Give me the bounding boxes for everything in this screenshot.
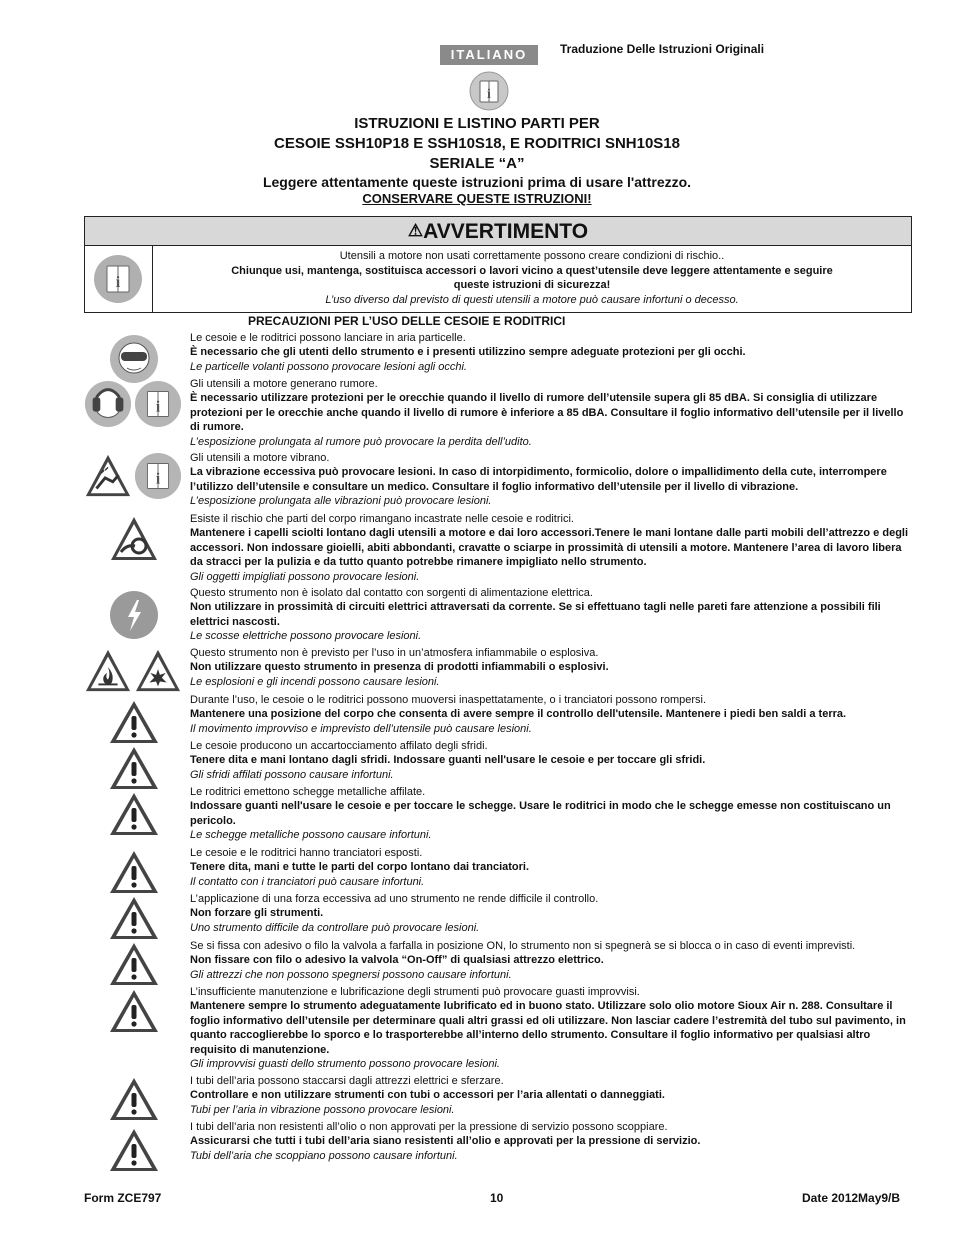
warning-icon-cell xyxy=(85,246,153,312)
precaution-consequence: Tubi per l’aria in vibrazione possono provocare lesioni. xyxy=(190,1103,455,1116)
precaution-intro: L’applicazione di una forza eccessiva ad uno strumento ne rende difficile il controllo. xyxy=(190,893,599,905)
precaution-instruction: Tenere dita e mani lontano dagli sfridi. Indossare guanti nell'usare le cesoie e per toccare gli sfridi. xyxy=(190,754,706,767)
precaution-consequence: Tubi dell’aria che scoppiano possono causare infortuni. xyxy=(190,1149,458,1162)
title-line-5: CONSERVARE QUESTE ISTRUZIONI! xyxy=(362,191,592,206)
warning-triangle-icon: ⚠ xyxy=(407,221,424,240)
footer-form-number: Form ZCE797 xyxy=(84,1191,162,1205)
precaution-item xyxy=(190,646,910,689)
precaution-item xyxy=(190,939,910,982)
precaution-consequence: Il contatto con i tranciatori può causare infortuni. xyxy=(190,875,425,888)
precaution-intro: Le cesoie e le roditrici possono lanciare in aria particelle. xyxy=(190,332,466,344)
electric-shock-icon xyxy=(109,590,159,640)
precaution-instruction: Indossare guanti nell'usare le cesoie e per toccare le schegge. Usare le roditrici in modo che le schegge emesse non costituiscano un pericolo. xyxy=(190,800,891,827)
general-warning-icon xyxy=(108,895,160,941)
explosion-hazard-icon xyxy=(134,648,182,694)
precaution-consequence: Le esplosioni e gli incendi possono causare lesioni. xyxy=(190,675,440,688)
footer-date: Date 2012May9/B xyxy=(802,1191,901,1205)
precaution-intro: Gli utensili a motore vibrano. xyxy=(190,452,330,464)
footer-page-number: 10 xyxy=(490,1191,504,1205)
title-line-1: ISTRUZIONI E LISTINO PARTI PER xyxy=(354,115,600,132)
title-line-4: Leggere attentamente queste istruzioni prima di usare l'attrezzo. xyxy=(262,174,692,190)
general-warning-icon xyxy=(108,849,160,895)
warning-heading-text: AVVERTIMENTO xyxy=(423,220,589,243)
general-warning-icon xyxy=(108,988,160,1034)
precaution-intro: Questo strumento non è isolato dal contatto con sorgenti di alimentazione elettrica. xyxy=(190,587,593,599)
general-warning-icon xyxy=(108,791,160,837)
section-title: PRECAUZIONI PER L’USO DELLE CESOIE E RODITRICI xyxy=(248,314,566,328)
precaution-item xyxy=(190,985,910,1071)
manual-book-icon xyxy=(134,380,182,428)
precaution-consequence: Gli oggetti impigliati possono provocare lesioni. xyxy=(190,570,420,583)
precaution-instruction: Non forzare gli strumenti. xyxy=(190,907,324,920)
precaution-consequence: Le particelle volanti possono provocare lesioni agli occhi. xyxy=(190,360,467,373)
precaution-consequence: L’esposizione prolungata al rumore può provocare la perdita dell’udito. xyxy=(190,435,532,448)
precaution-instruction: Non utilizzare questo strumento in presenza di prodotti infiammabili o esplosivi. xyxy=(190,661,609,674)
precaution-intro: Se si fissa con adesivo o filo la valvola a farfalla in posizione ON, lo strumento non si spegnerà se si blocca o in caso di eventi imprevisti. xyxy=(190,940,856,952)
eye-protection-icon xyxy=(109,334,159,384)
svg-text:i: i xyxy=(115,274,121,291)
precaution-intro: Durante l’uso, le cesoie o le roditrici possono muoversi inaspettatamente, o i tranciatori possono rompersi. xyxy=(190,694,707,706)
fire-hazard-icon xyxy=(84,648,132,694)
precaution-instruction: Controllare e non utilizzare strumenti con tubi o accessori per l’aria allentati o danneggiati. xyxy=(190,1089,665,1102)
precaution-instruction: Assicurarsi che tutti i tubi dell’aria siano resistenti all’olio e approvati per la pressione di servizio. xyxy=(190,1135,701,1148)
precaution-consequence: Gli sfridi affilati possono causare infortuni. xyxy=(190,768,394,781)
precaution-intro: Le cesoie e le roditrici hanno tranciatori esposti. xyxy=(190,847,423,859)
precaution-item xyxy=(190,785,910,843)
precaution-intro: I tubi dell’aria possono staccarsi dagli attrezzi elettrici e sferzare. xyxy=(190,1075,504,1087)
svg-text:i: i xyxy=(487,87,491,102)
precaution-instruction: La vibrazione eccessiva può provocare lesioni. In caso di intorpidimento, formicolio, dolore o impallidimento della cute, interrompere l’utilizzo dell’utensile e consultare un medico. Consultare il foglio informativo dell’utensile per il livello di vibrazione. xyxy=(190,466,887,493)
warning-line-1: Utensili a motore non usati correttamente possono creare condizioni di rischio.. xyxy=(339,250,725,262)
precaution-consequence: Gli attrezzi che non possono spegnersi possono causare infortuni. xyxy=(190,968,512,981)
warning-heading xyxy=(85,217,911,246)
general-warning-icon xyxy=(108,1127,160,1173)
general-warning-icon xyxy=(108,699,160,745)
precaution-intro: Le roditrici emettono schegge metalliche affilate. xyxy=(190,786,426,798)
precaution-item xyxy=(190,1074,910,1117)
warning-text xyxy=(153,249,911,307)
language-badge: ITALIANO xyxy=(440,45,538,65)
title-line-2: CESOIE SSH10P18 E SSH10S18, E RODITRICI SNH10S18 xyxy=(273,135,680,152)
general-warning-icon xyxy=(108,1076,160,1122)
precaution-intro: Gli utensili a motore generano rumore. xyxy=(190,378,378,390)
precaution-intro: Esiste il rischio che parti del corpo rimangano incastrate nelle cesoie e roditrici. xyxy=(190,513,574,525)
precaution-item xyxy=(190,377,910,449)
precaution-instruction: Non utilizzare in prossimità di circuiti elettrici attraversati da corrente. Se si effettuano tagli nelle pareti fare attenzione a possibili fili elettrici nascosti. xyxy=(190,601,881,628)
entanglement-hazard-icon xyxy=(109,514,159,564)
precaution-instruction: Tenere dita, mani e tutte le parti del corpo lontano dai tranciatori. xyxy=(190,861,530,874)
vibration-hazard-icon xyxy=(84,452,132,500)
precaution-item xyxy=(190,892,910,935)
precaution-item xyxy=(190,331,910,374)
precaution-consequence: Le schegge metalliche possono causare infortuni. xyxy=(190,829,432,842)
precaution-consequence: Uno strumento difficile da controllare può provocare lesioni. xyxy=(190,921,480,934)
svg-text:i: i xyxy=(155,470,161,488)
precaution-consequence: L’esposizione prolungata alle vibrazioni può provocare lesioni. xyxy=(190,495,492,508)
precaution-item xyxy=(190,693,910,736)
general-warning-icon xyxy=(108,745,160,791)
precaution-item xyxy=(190,1120,910,1163)
precaution-instruction: Non fissare con filo o adesivo la valvola “On-Off” di qualsiasi attrezzo elettrico. xyxy=(190,954,604,967)
precaution-item xyxy=(190,512,910,584)
translation-note: Traduzione Delle Istruzioni Originali xyxy=(560,42,765,56)
warning-line-3: L’uso diverso dal previsto di questi utensili a motore può causare infortuni o decesso. xyxy=(325,293,739,306)
svg-text:i: i xyxy=(155,398,161,416)
precaution-intro: I tubi dell’aria non resistenti all’olio o non approvati per la pressione di servizio possono scoppiare. xyxy=(190,1121,668,1133)
precaution-item xyxy=(190,739,910,782)
manual-book-icon xyxy=(469,71,509,111)
precaution-item xyxy=(190,586,910,644)
precaution-item xyxy=(190,451,910,509)
manual-book-icon xyxy=(93,254,143,304)
precaution-instruction: Mantenere una posizione del corpo che consenta di avere sempre il controllo dell'utensile. Mantenere i piedi ben saldi a terra. xyxy=(190,708,847,721)
precaution-consequence: Le scosse elettriche possono provocare lesioni. xyxy=(190,630,422,643)
manual-book-icon xyxy=(134,452,182,500)
ear-protection-icon xyxy=(84,380,132,428)
warning-box xyxy=(84,216,912,313)
precaution-intro: L’insufficiente manutenzione e lubrificazione degli strumenti può provocare guasti improvvisi. xyxy=(190,986,640,998)
precaution-instruction: È necessario che gli utenti dello strumento e i presenti utilizzino sempre adeguate protezioni per gli occhi. xyxy=(190,346,746,359)
title-line-3: SERIALE “A” xyxy=(429,155,525,172)
warning-line-2: Chiunque usi, mantenga, sostituisca accessori o lavori vicino a quest’utensile deve leggere attentamente e seguire queste istruzioni di sicurezza! xyxy=(231,264,833,291)
precaution-instruction: Mantenere i capelli sciolti lontano dagli utensili a motore e dai loro accessori.Tenere le mani lontane dalle parti mobili dell’attrezzo e degli accessori. Non indossare gioielli, abiti abbondanti, cravatte o sciarpe in prossimità di utensili a motore. Mantenere l’area di lavoro libera da stracci per la pulizia e da tutto quanto potrebbe rimanere impigliato nello strumento. xyxy=(190,527,909,569)
precaution-intro: Questo strumento non è previsto per l’uso in un’atmosfera infiammabile o esplosiva. xyxy=(190,647,599,659)
precaution-instruction: È necessario utilizzare protezioni per le orecchie quando il livello di rumore dell’utensile supera gli 85 dBA. Si consiglia di utilizzare protezioni per le orecchie anche quando il livello di rumore è inferiore a 85 dBA. Consultare il foglio informativo dell’utensile per il livello di rumore. xyxy=(190,392,904,434)
precaution-instruction: Mantenere sempre lo strumento adeguatamente lubrificato ed in buono stato. Utilizzare solo olio motore Sioux Air n. 288. Consultare il foglio informativo dell’utensile per determinare quali altri grassi ed oli utilizzare. Non lasciar cadere l’estremità del tubo sul pavimento, in quanto raccoglierebbe lo sporco e lo trasporterebbe all’interno dello strumento. Consultare il foglio informativo per qualsiasi altro requisito di manutenzione. xyxy=(190,1000,906,1056)
precaution-consequence: Il movimento improvviso e imprevisto dell’utensile può causare lesioni. xyxy=(190,722,532,735)
general-warning-icon xyxy=(108,941,160,987)
precaution-intro: Le cesoie producono un accartocciamento affilato degli sfridi. xyxy=(190,740,488,752)
precaution-consequence: Gli improvvisi guasti dello strumento possono provocare lesioni. xyxy=(190,1058,500,1071)
precaution-item xyxy=(190,846,910,889)
